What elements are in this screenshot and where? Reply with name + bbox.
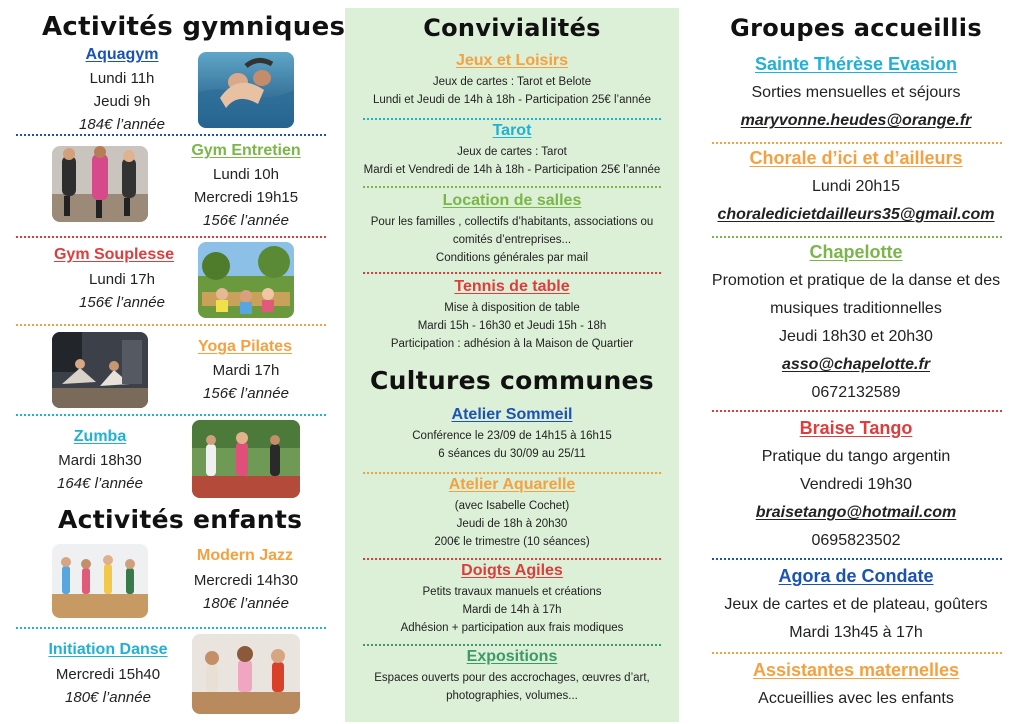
activity-schedule: Mercredi 15h40 (55, 666, 161, 683)
cultures-title: Cultures communes (370, 366, 654, 395)
group-title: Braise Tango (799, 418, 913, 438)
section-line: Participation : adhésion à la Maison de Quartier (390, 338, 634, 350)
activity-title: Modern Jazz (196, 547, 293, 564)
group-phone: 0672132589 (811, 384, 901, 401)
section-tarot (345, 122, 679, 179)
section-line: photographies, volumes... (446, 690, 578, 702)
group-line: musiques traditionnelles (770, 300, 942, 317)
section-expositions (345, 648, 679, 705)
kids-section-title: Activités enfants (58, 505, 303, 534)
section-atelier-aquarelle (345, 476, 679, 551)
group-line: Promotion et pratique de la danse et des (711, 272, 1001, 289)
group-title: Agora de Condate (778, 566, 934, 586)
section-line: (avec Isabelle Cochet) (454, 500, 570, 512)
activity-price: 164€ l’année (57, 475, 143, 492)
section-line: Mardi et Vendredi de 14h à 18h - Participation 25€ l’année (363, 164, 661, 176)
activity-price: 156€ l’année (203, 212, 289, 229)
activity-schedule: Jeudi 9h (93, 93, 151, 110)
section-title: Tarot (492, 122, 532, 139)
activity-schedule: Lundi 11h (89, 70, 155, 87)
section-line: Jeudi de 18h à 20h30 (456, 518, 568, 530)
group-line: Lundi 20h15 (811, 178, 901, 195)
groupes-title: Groupes accueillis (730, 14, 982, 42)
group-assistantes (688, 660, 1024, 713)
activity-schedule: Lundi 17h (89, 271, 155, 288)
activity-price: 184€ l’année (79, 116, 165, 133)
group-email[interactable]: braisetango@hotmail.com (755, 504, 957, 521)
section-jeux-loisirs (345, 52, 679, 109)
activity-title: Initiation Danse (48, 641, 168, 658)
section-atelier-sommeil (345, 406, 679, 463)
convivialites-title: Convivialités (423, 14, 601, 42)
activity-price: 180€ l’année (65, 689, 151, 706)
section-title: Atelier Sommeil (451, 406, 573, 423)
section-line: Pour les familles , collectifs d’habitants, associations ou (370, 216, 654, 228)
activity-price: 180€ l’année (203, 595, 289, 612)
divider (363, 186, 661, 188)
section-line: Adhésion + participation aux frais modiques (400, 622, 624, 634)
divider (363, 472, 661, 474)
initiation-danse-photo (192, 634, 300, 714)
activity-initiation-danse (14, 0, 330, 724)
group-email[interactable]: asso@chapelotte.fr (781, 356, 931, 373)
gym-section-title: Activités gymniques (42, 12, 346, 42)
right-column (688, 0, 1024, 724)
activity-title: Gym Souplesse (53, 246, 175, 263)
divider (363, 644, 661, 646)
group-line: Pratique du tango argentin (761, 448, 951, 465)
section-line: Petits travaux manuels et créations (422, 586, 602, 598)
group-title: Chorale d’ici et d’ailleurs (749, 148, 963, 168)
divider (712, 236, 1002, 238)
divider (712, 142, 1002, 144)
group-phone: 0695823502 (811, 532, 901, 549)
group-line: Accueillies avec les enfants (758, 690, 954, 707)
divider (363, 118, 661, 120)
group-chorale (688, 148, 1024, 229)
group-line: Sorties mensuelles et séjours (751, 84, 961, 101)
section-line: Mardi de 14h à 17h (462, 604, 562, 616)
group-chapelotte (688, 242, 1024, 407)
group-line: Mardi 13h45 à 17h (789, 624, 923, 641)
group-title: Sainte Thérèse Evasion (754, 54, 958, 74)
activity-schedule: Mercredi 14h30 (193, 572, 299, 589)
section-line: Mardi 15h - 16h30 et Jeudi 15h - 18h (417, 320, 607, 332)
activity-schedule: Lundi 10h (213, 166, 279, 183)
section-line: Conférence le 23/09 de 14h15 à 16h15 (412, 430, 612, 442)
activity-title: Yoga Pilates (198, 338, 292, 355)
section-title: Jeux et Loisirs (455, 52, 569, 69)
section-title: Expositions (466, 648, 558, 665)
section-line: comités d’entreprises... (452, 234, 572, 246)
section-line: Espaces ouverts pour des accrochages, œuvres d’art, (374, 672, 650, 684)
section-title: Location de salles (442, 192, 582, 209)
section-line: 6 séances du 30/09 au 25/11 (438, 448, 586, 460)
activity-price: 156€ l’année (203, 385, 289, 402)
divider (363, 272, 661, 274)
section-line: Lundi et Jeudi de 14h à 18h - Participation 25€ l’année (372, 94, 652, 106)
middle-panel (345, 8, 679, 722)
activity-title: Aquagym (85, 46, 159, 63)
group-line: Vendredi 19h30 (799, 476, 913, 493)
activity-schedule: Mardi 18h30 (58, 452, 142, 469)
group-title: Chapelotte (809, 242, 903, 262)
section-location-salles (345, 192, 679, 267)
section-tennis-table (345, 278, 679, 353)
section-title: Atelier Aquarelle (448, 476, 576, 493)
activity-title: Gym Entretien (191, 142, 301, 159)
divider (712, 652, 1002, 654)
activity-price: 156€ l’année (79, 294, 165, 311)
section-title: Doigts Agiles (461, 562, 563, 579)
section-line: Jeux de cartes : Tarot (457, 146, 567, 158)
group-title: Assistantes maternelles (752, 660, 960, 680)
activity-title: Zumba (73, 428, 127, 445)
section-line: 200€ le trimestre (10 séances) (434, 536, 590, 548)
left-column (14, 0, 346, 724)
divider (712, 558, 1002, 560)
activity-schedule: Mardi 17h (212, 362, 280, 379)
group-email[interactable]: maryvonne.heudes@orange.fr (740, 112, 972, 129)
group-agora (688, 566, 1024, 647)
group-email[interactable]: choraledicietdailleurs35@gmail.com (717, 206, 995, 223)
group-line: Jeudi 18h30 et 20h30 (779, 328, 933, 345)
activity-schedule: Mercredi 19h15 (193, 189, 299, 206)
section-doigts-agiles (345, 562, 679, 637)
divider (363, 558, 661, 560)
divider (712, 410, 1002, 412)
group-line: Jeux de cartes et de plateau, goûters (724, 596, 988, 613)
section-line: Jeux de cartes : Tarot et Belote (432, 76, 592, 88)
section-title: Tennis de table (454, 278, 570, 295)
group-sainte-therese (688, 54, 1024, 135)
group-braise-tango (688, 418, 1024, 555)
section-line: Mise à disposition de table (444, 302, 580, 314)
section-line: Conditions générales par mail (435, 252, 589, 264)
